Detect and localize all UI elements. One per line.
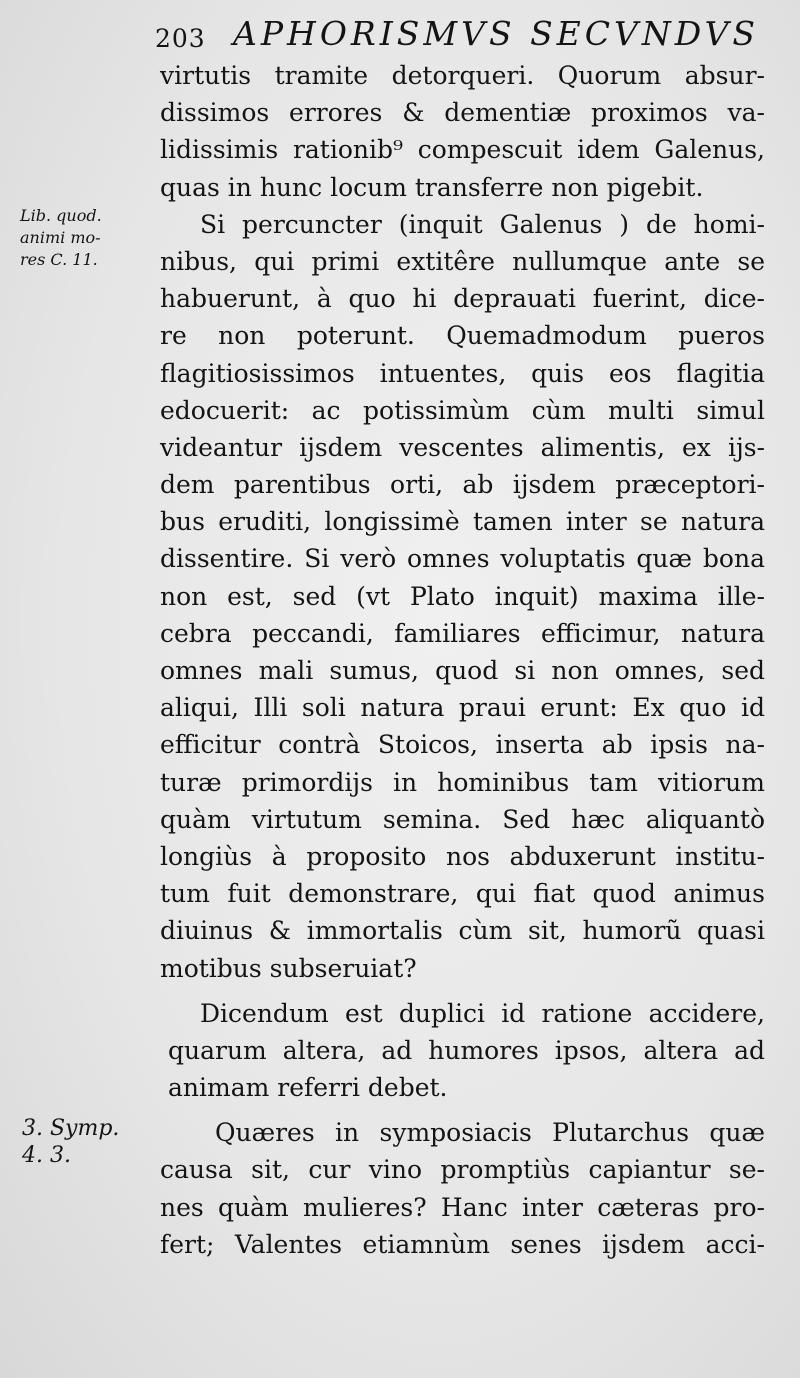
text-line: turæ primordijs in hominibus tam vitiorum xyxy=(160,767,765,797)
text-line: longiùs à proposito nos abduxerunt institu- xyxy=(160,841,765,871)
text-line: dem parentibus orti, ab ijsdem præceptori- xyxy=(160,470,765,500)
text-line: Si percuncter (inquit Galenus ) de homi- xyxy=(200,209,765,239)
text-line: causa sit, cur vino promptiùs capiantur se- xyxy=(160,1155,765,1185)
text-line: quas in hunc locum transferre non pigebit. xyxy=(160,172,704,202)
text-line: habuerunt, à quo hi deprauati fuerint, dice- xyxy=(160,284,765,314)
marginal-note-line: res C. 11. xyxy=(20,250,98,269)
text-line: quàm virtutum semina. Sed hæc aliquantò xyxy=(160,804,765,834)
text-line: fert; Valentes etiamnùm senes ijsdem acci- xyxy=(160,1229,765,1259)
text-line: dissimos errores & dementiæ proximos va- xyxy=(160,98,765,128)
text-line: tum fuit demonstrare, qui fiat quod animus xyxy=(160,879,765,909)
text-line: efficitur contrà Stoicos, inserta ab ipsis na- xyxy=(160,730,765,760)
marginal-note-symp xyxy=(22,1115,119,1169)
marginal-note-line: animi mo- xyxy=(20,228,101,247)
text-line: nibus, qui primi extitêre nullumque ante se xyxy=(160,246,765,276)
text-line: motibus subseruiat? xyxy=(160,953,417,983)
text-line: omnes mali sumus, quod si non omnes, sed xyxy=(160,656,765,685)
running-head-title: APHORISMVS SECVNDVS xyxy=(233,14,760,53)
text-line: cebra peccandi, familiares efficimur, natura xyxy=(160,618,765,648)
body-text xyxy=(160,57,765,1263)
marginal-note-line: Lib. quod. xyxy=(20,206,102,225)
marginal-note-lib-quod xyxy=(20,205,102,271)
text-line: nes quàm mulieres? Hanc inter cæteras pro- xyxy=(160,1192,765,1222)
text-line: Dicendum est duplici id ratione accidere, xyxy=(200,998,765,1028)
marginal-note-line: 4. 3. xyxy=(22,1143,71,1168)
page-number: 203 xyxy=(155,24,206,53)
text-line: flagitiosissimos intuentes, quis eos flagitia xyxy=(160,358,765,388)
text-line: edocuerit: ac potissimùm cùm multi simul xyxy=(160,395,765,425)
text-line: re non poterunt. Quemadmodum pueros xyxy=(160,321,765,351)
text-line: videantur ijsdem vescentes alimentis, ex ijs- xyxy=(160,432,765,462)
text-line: quarum altera, ad humores ipsos, altera ad xyxy=(168,1035,765,1065)
text-line: lidissimis rationib⁹ compescuit idem Galenus, xyxy=(160,135,765,165)
running-head xyxy=(155,12,760,53)
text-line: aliqui, Illi soli natura praui erunt: Ex quo id xyxy=(160,693,765,723)
text-line: virtutis tramite detorqueri. Quorum absur- xyxy=(160,61,765,90)
text-line: diuinus & immortalis cùm sit, humorũ quasi xyxy=(160,916,765,946)
marginal-note-line: 3. Symp. xyxy=(22,1116,120,1141)
text-line: animam referri debet. xyxy=(168,1073,448,1103)
text-line: bus eruditi, longissimè tamen inter se natura xyxy=(160,507,765,537)
paragraph-gap xyxy=(160,1106,765,1114)
text-line: Quæres in symposiacis Plutarchus quæ xyxy=(215,1118,765,1148)
paragraph-gap xyxy=(160,987,765,995)
text-line: dissentire. Si verò omnes voluptatis quæ bona xyxy=(160,544,765,574)
text-line: non est, sed (vt Plato inquit) maxima ille- xyxy=(160,581,765,611)
